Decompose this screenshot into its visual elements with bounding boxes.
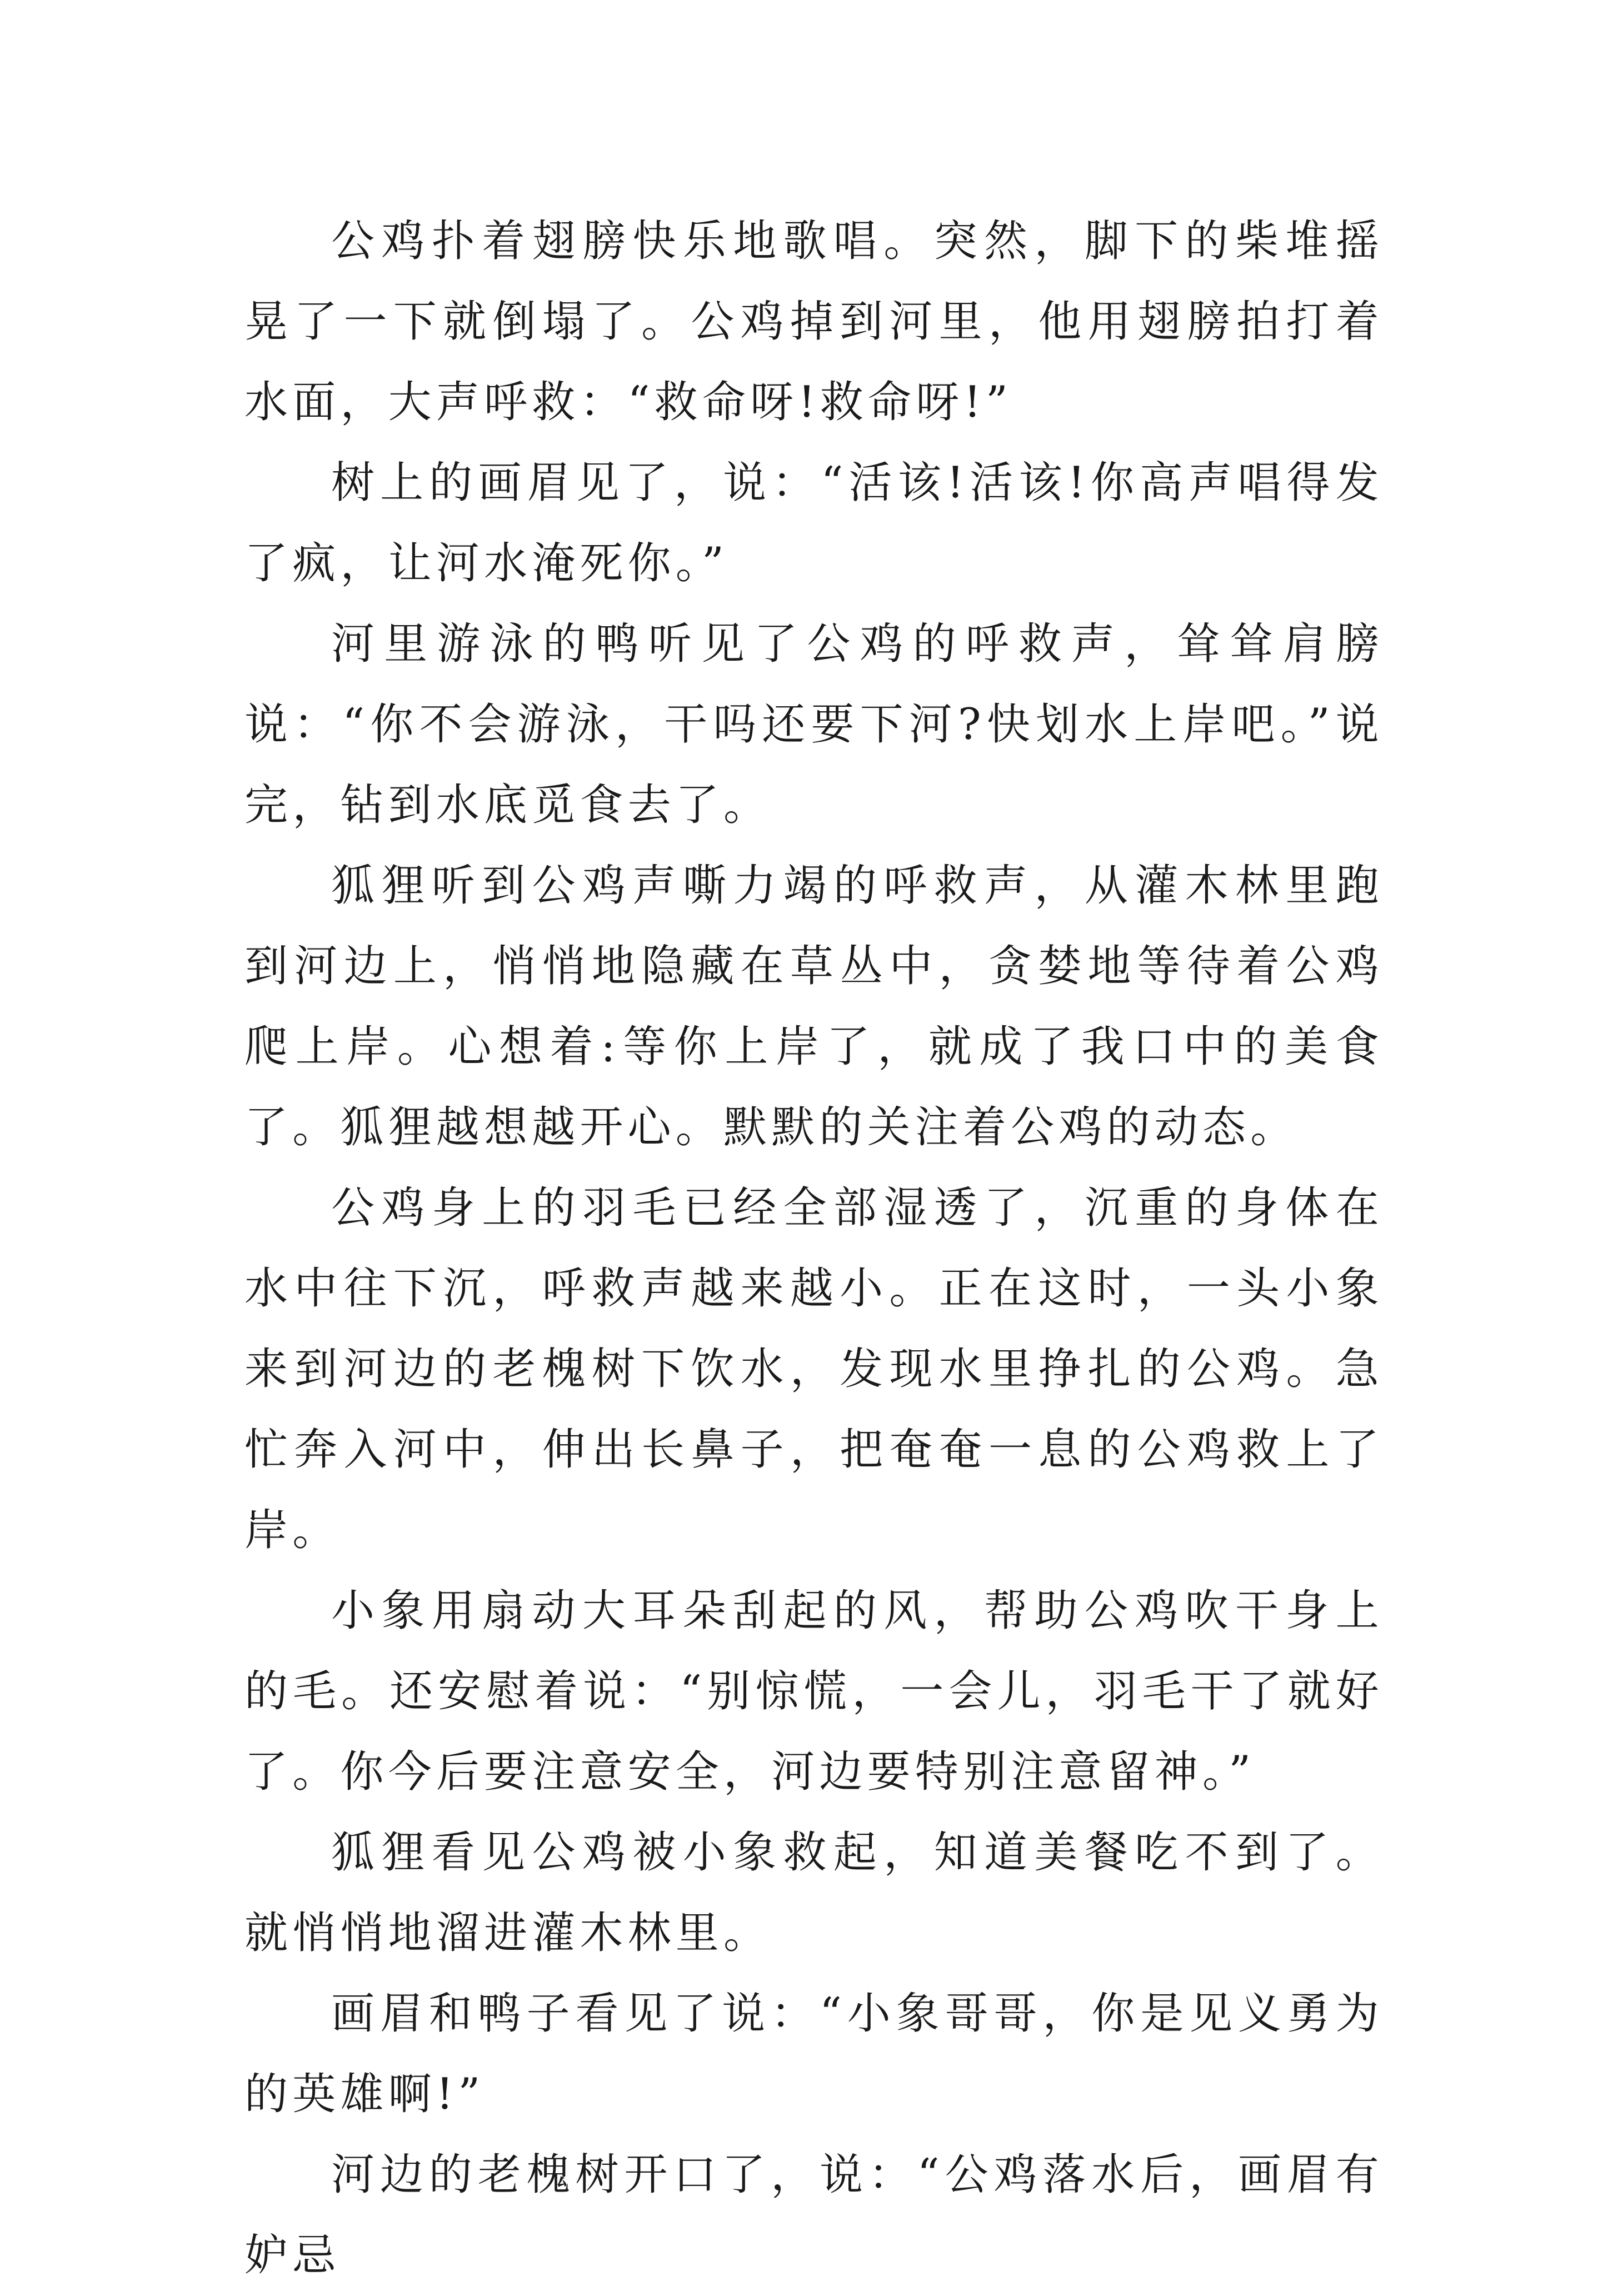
paragraph-2: 树上的画眉见了，说：“活该!活该!你高声唱得发了疯，让河水淹死你。” bbox=[244, 458, 1384, 588]
paragraph-8: 画眉和鸭子看见了说：“小象哥哥，你是见义勇为的英雄啊!” bbox=[244, 1989, 1384, 2119]
paragraph-9: 河边的老槐树开口了，说：“公鸡落水后，画眉有妒忌 bbox=[244, 2150, 1384, 2280]
paragraph-3: 河里游泳的鸭听见了公鸡的呼救声，耸耸肩膀说：“你不会游泳，干吗还要下河?快划水上岸吧。”说完，钻到水底觅食去了。 bbox=[244, 619, 1384, 830]
story-text bbox=[244, 201, 1384, 2296]
paragraph-1: 公鸡扑着翅膀快乐地歌唱。突然，脚下的柴堆摇晃了一下就倒塌了。公鸡掉到河里，他用翅膀拍打着水面，大声呼救：“救命呀!救命呀!” bbox=[244, 216, 1384, 427]
paragraph-6: 小象用扇动大耳朵刮起的风，帮助公鸡吹干身上的毛。还安慰着说：“别惊慌，一会儿，羽毛干了就好了。你今后要注意安全，河边要特别注意留神。” bbox=[244, 1586, 1384, 1797]
paragraph-5: 公鸡身上的羽毛已经全部湿透了，沉重的身体在水中往下沉，呼救声越来越小。正在这时，一头小象来到河边的老槐树下饮水，发现水里挣扎的公鸡。急忙奔入河中，伸出长鼻子，把奄奄一息的公鸡救上了岸。 bbox=[244, 1183, 1384, 1555]
paragraph-7: 狐狸看见公鸡被小象救起，知道美餐吃不到了。就悄悄地溜进灌木林里。 bbox=[244, 1828, 1384, 1958]
paragraph-4: 狐狸听到公鸡声嘶力竭的呼救声，从灌木林里跑到河边上，悄悄地隐藏在草丛中，贪婪地等待着公鸡爬上岸。心想着:等你上岸了，就成了我口中的美食了。狐狸越想越开心。默默的关注着公鸡的动态。 bbox=[244, 861, 1384, 1152]
